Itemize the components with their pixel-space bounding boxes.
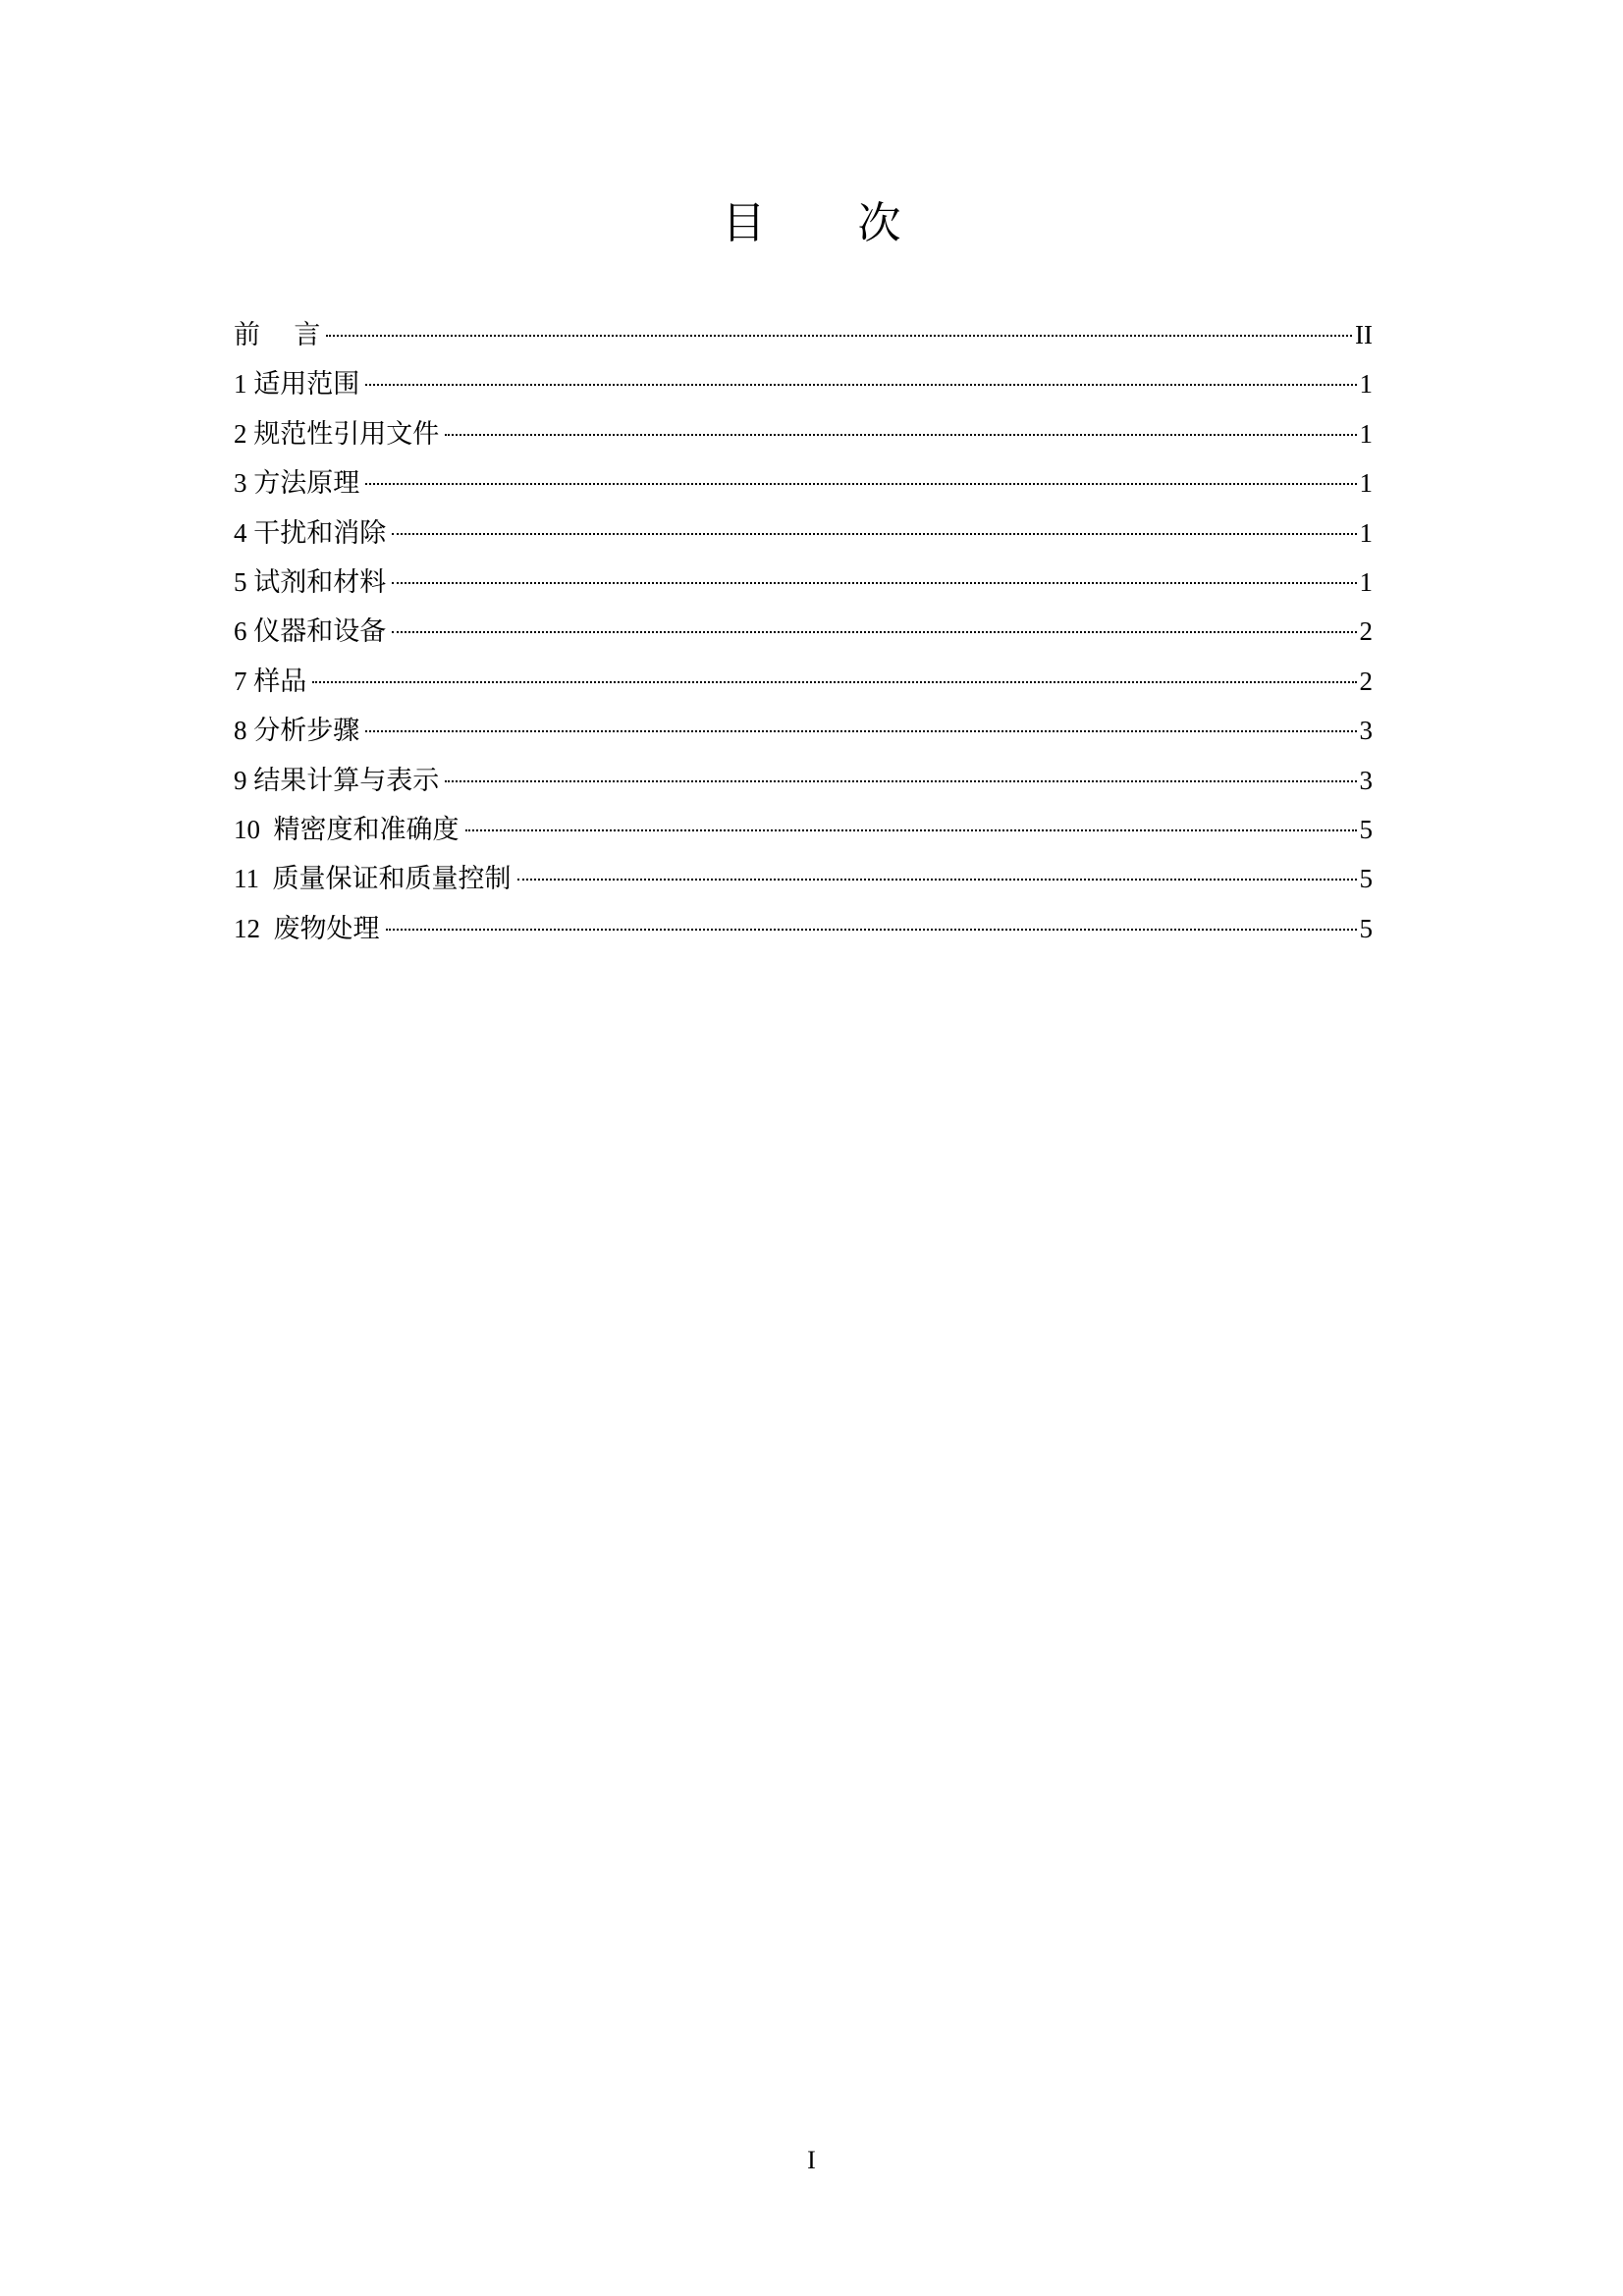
toc-entry-label: 适用范围 bbox=[253, 369, 360, 400]
page-number: I bbox=[807, 2146, 816, 2174]
toc-entry-number: 2 bbox=[234, 418, 247, 449]
toc-entry-label: 废物处理 bbox=[273, 913, 380, 944]
toc-entry-page: 5 bbox=[1359, 864, 1373, 894]
toc-entry-11[interactable] bbox=[234, 854, 1373, 903]
toc-entry-number: 1 bbox=[234, 369, 247, 400]
toc-entry-foreword[interactable] bbox=[234, 310, 1373, 359]
toc-leader-dots bbox=[365, 384, 1356, 386]
toc-leader-dots bbox=[386, 929, 1357, 931]
toc-leader-dots bbox=[392, 631, 1356, 633]
toc-entry-6[interactable] bbox=[234, 607, 1373, 656]
toc-entry-number: 3 bbox=[234, 468, 247, 499]
toc-entry-number: 12 bbox=[234, 913, 260, 943]
toc-leader-dots bbox=[445, 780, 1356, 782]
toc-entry-10[interactable] bbox=[234, 805, 1373, 854]
toc-entry-page: 1 bbox=[1359, 566, 1373, 597]
toc-leader-dots bbox=[465, 829, 1357, 831]
toc-entry-number: 6 bbox=[234, 616, 247, 647]
toc-leader-dots bbox=[365, 730, 1356, 732]
toc-entry-page: 1 bbox=[1359, 468, 1373, 499]
toc-entry-number: 11 bbox=[234, 864, 259, 894]
toc-leader-dots bbox=[326, 335, 1352, 337]
toc-entry-page: 2 bbox=[1359, 616, 1373, 647]
toc-leader-dots bbox=[517, 879, 1357, 881]
toc-entry-number: 10 bbox=[234, 814, 260, 844]
toc-entry-9[interactable] bbox=[234, 756, 1373, 805]
toc-entry-page: 1 bbox=[1359, 517, 1373, 548]
toc-entry-label: 方法原理 bbox=[253, 468, 360, 500]
toc-entry-page: 1 bbox=[1359, 418, 1373, 449]
toc-entry-label: 结果计算与表示 bbox=[253, 765, 440, 796]
page-title: 目 次 bbox=[722, 198, 941, 248]
toc-entry-number: 4 bbox=[234, 517, 247, 548]
toc-leader-dots bbox=[312, 681, 1356, 683]
toc-entry-label: 仪器和设备 bbox=[253, 616, 387, 648]
toc-entry-7[interactable] bbox=[234, 657, 1373, 706]
toc-entry-page: 5 bbox=[1359, 913, 1373, 943]
toc-entry-number: 5 bbox=[234, 566, 247, 597]
toc-entry-label: 样品 bbox=[253, 666, 307, 697]
toc-entry-label: 分析步骤 bbox=[253, 716, 360, 747]
toc-entry-label: 精密度和准确度 bbox=[273, 814, 460, 845]
toc-leader-dots bbox=[365, 483, 1356, 485]
toc-entry-label: 质量保证和质量控制 bbox=[272, 864, 512, 895]
toc-entry-page: II bbox=[1355, 320, 1373, 349]
toc-entry-12[interactable] bbox=[234, 904, 1373, 953]
toc-leader-dots bbox=[445, 434, 1356, 436]
toc-entry-label: 规范性引用文件 bbox=[253, 418, 440, 450]
toc-entry-5[interactable] bbox=[234, 558, 1373, 607]
toc-entry-page: 3 bbox=[1359, 716, 1373, 746]
table-of-contents bbox=[234, 310, 1373, 953]
toc-leader-dots bbox=[392, 533, 1356, 535]
toc-entry-number: 8 bbox=[234, 716, 247, 746]
toc-entry-3[interactable] bbox=[234, 458, 1373, 507]
toc-entry-4[interactable] bbox=[234, 508, 1373, 558]
toc-entry-page: 2 bbox=[1359, 666, 1373, 696]
toc-entry-label: 前 言 bbox=[234, 320, 321, 350]
toc-entry-8[interactable] bbox=[234, 706, 1373, 755]
toc-entry-page: 5 bbox=[1359, 814, 1373, 844]
toc-entry-label: 试剂和材料 bbox=[253, 566, 387, 598]
toc-entry-2[interactable] bbox=[234, 409, 1373, 458]
toc-entry-number: 9 bbox=[234, 765, 247, 795]
toc-leader-dots bbox=[392, 582, 1356, 584]
toc-entry-page: 3 bbox=[1359, 765, 1373, 795]
toc-entry-label: 干扰和消除 bbox=[253, 517, 387, 549]
toc-entry-1[interactable] bbox=[234, 359, 1373, 408]
toc-entry-page: 1 bbox=[1359, 369, 1373, 400]
toc-entry-number: 7 bbox=[234, 666, 247, 696]
